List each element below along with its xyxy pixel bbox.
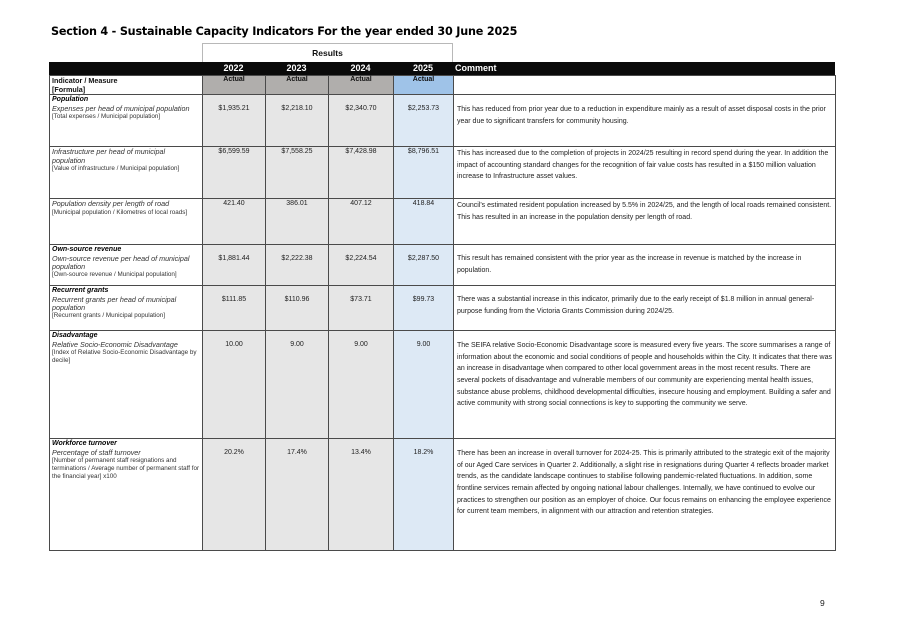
actual-label-2022: Actual — [203, 76, 266, 95]
table-row — [50, 245, 836, 286]
comment-cell: This result has remained consistent with the prior year as the increase in revenue is matched by the increase in population. — [454, 245, 836, 286]
year-header-2024: 2024 — [350, 63, 371, 73]
value-2024: $2,340.70 — [329, 95, 394, 147]
indicator-cell — [50, 331, 203, 439]
comment-cell: The SEIFA relative Socio-Economic Disadvantage score is measured every five years. The score summarises a range of information about the economic and social conditions of people and households within the City. It indicates that there was an increase in disadvantage when compared to other local government areas in the most recent results. There are several pockets of disadvantage and vulnerable members of our community are experiencing mental health issues, substance abuse problems, childhood developmental difficulties, insecure housing and employment. Building a safer and active community with strong social connections is key to supporting the community we serve. — [454, 331, 836, 439]
indicator-measure: Own-source revenue per head of municipal population — [52, 253, 190, 271]
value-2022: 421.40 — [203, 199, 266, 245]
indicator-formula: [Total expenses / Municipal population] — [52, 113, 161, 120]
value-2023: $110.96 — [266, 286, 329, 331]
table-row — [50, 286, 836, 331]
indicators-table — [49, 75, 836, 551]
indicator-category: Disadvantage — [52, 332, 98, 340]
value-2023: $2,222.38 — [266, 245, 329, 286]
value-2023: $2,218.10 — [266, 95, 329, 147]
formula-label: [Formula] — [52, 84, 86, 94]
indicator-header-cell — [50, 76, 203, 95]
year-header-2023: 2023 — [286, 63, 307, 73]
actual-label-2023: Actual — [266, 76, 329, 95]
indicator-category: Recurrent grants — [52, 287, 109, 295]
table-row — [50, 95, 836, 147]
comment-cell: Council's estimated resident population increased by 5.5% in 2024/25, and the length of local roads remained consistent. This has resulted in an increase in the population density per length of road. — [454, 199, 836, 245]
value-2024: $7,428.98 — [329, 147, 394, 199]
value-2022: 10.00 — [203, 331, 266, 439]
table-row — [50, 331, 836, 439]
value-2022: $6,599.59 — [203, 147, 266, 199]
comment-cell: There has been an increase in overall turnover for 2024-25. This is primarily attributed to the strategic exit of the majority of our Aged Care services in Quarter 2. Additionally, a slight rise in resignations during Quarter 4 reflects broader market trends, as the candidate landscape continues to stabilise following pandemic-related fluctuations. In addition, some frontline services remain affected by ongoing national labour challenges. Internally, we have continued to evolve our practices to strengthen our position as an employer of choice. Our focus remains on enhancing the employee experience for current team members, in alignment with our attraction and retention strategies. — [454, 439, 836, 551]
indicator-formula: [Number of permanent staff resignations and terminations / Average number of permanent staff for the financial year] x100 — [52, 457, 200, 481]
indicator-formula: [Municipal population / Kilometres of local roads] — [52, 208, 188, 216]
indicator-measure: Relative Socio-Economic Disadvantage — [52, 339, 178, 349]
indicator-measure: Infrastructure per head of municipal population — [52, 147, 166, 165]
year-header-2022: 2022 — [223, 63, 244, 73]
indicator-category: Workforce turnover — [52, 440, 117, 448]
indicator-formula: [Index of Relative Socio-Economic Disadvantage by decile] — [52, 349, 197, 365]
value-2025: $8,796.51 — [394, 147, 454, 199]
results-group-header: Results — [202, 43, 453, 62]
table-header-bar — [49, 62, 835, 75]
value-2022: $111.85 — [203, 286, 266, 331]
indicator-measure: Population density per length of road — [52, 199, 170, 209]
actual-label-2025: Actual — [394, 76, 454, 95]
value-2023: 386.01 — [266, 199, 329, 245]
value-2023: 9.00 — [266, 331, 329, 439]
value-2024: $2,224.54 — [329, 245, 394, 286]
indicator-cell — [50, 147, 203, 199]
page-title: Section 4 - Sustainable Capacity Indicators For the year ended 30 June 2025 — [51, 25, 518, 38]
actual-label-2024: Actual — [329, 76, 394, 95]
indicator-cell — [50, 245, 203, 286]
indicator-measure: Recurrent grants per head of municipal population — [52, 294, 177, 312]
value-2024: 13.4% — [329, 439, 394, 551]
value-2022: $1,881.44 — [203, 245, 266, 286]
page-number: 9 — [820, 598, 825, 608]
indicator-formula: [Value of infrastructure / Municipal population] — [52, 165, 180, 172]
value-2022: 20.2% — [203, 439, 266, 551]
value-2025: 418.84 — [394, 199, 454, 245]
value-2022: $1,935.21 — [203, 95, 266, 147]
indicator-category: Population — [52, 96, 89, 104]
value-2023: $7,558.25 — [266, 147, 329, 199]
indicator-measure: Percentage of staff turnover — [52, 447, 141, 457]
value-2024: 9.00 — [329, 331, 394, 439]
indicator-measure: Expenses per head of municipal population — [52, 103, 190, 113]
indicator-cell — [50, 199, 203, 245]
table-row — [50, 439, 836, 551]
indicator-cell — [50, 95, 203, 147]
indicator-category: Own-source revenue — [52, 246, 122, 254]
value-2024: 407.12 — [329, 199, 394, 245]
comment-cell: This has reduced from prior year due to a reduction in expenditure mainly as a result of asset disposal costs in the prior year due to significant transfers for community housing. — [454, 95, 836, 147]
comment-header-blank — [454, 76, 836, 95]
comment-cell: This has increased due to the completion of projects in 2024/25 resulting in record spend during the year. In addition the impact of accounting standard changes for the recognition of fair value costs has resulted in a $150 million valuation increase to Infrastructure asset values. — [454, 147, 836, 199]
indicator-formula: [Own-source revenue / Municipal population] — [52, 271, 177, 279]
value-2023: 17.4% — [266, 439, 329, 551]
table-row — [50, 147, 836, 199]
indicator-formula: [Recurrent grants / Municipal population] — [52, 312, 166, 320]
value-2025: $99.73 — [394, 286, 454, 331]
value-2025: 9.00 — [394, 331, 454, 439]
value-2025: $2,253.73 — [394, 95, 454, 147]
actual-label-row — [50, 76, 836, 95]
comment-cell: There was a substantial increase in this indicator, primarily due to the early receipt of $1.8 million in annual general-purpose funding from the Victoria Grants Commission during 2024/25. — [454, 286, 836, 331]
comment-header: Comment — [455, 63, 497, 73]
indicator-measure-label: Indicator / Measure — [52, 76, 118, 85]
table-row — [50, 199, 836, 245]
value-2024: $73.71 — [329, 286, 394, 331]
value-2025: 18.2% — [394, 439, 454, 551]
indicator-cell — [50, 439, 203, 551]
value-2025: $2,287.50 — [394, 245, 454, 286]
year-header-2025: 2025 — [412, 63, 434, 73]
indicator-cell — [50, 286, 203, 331]
